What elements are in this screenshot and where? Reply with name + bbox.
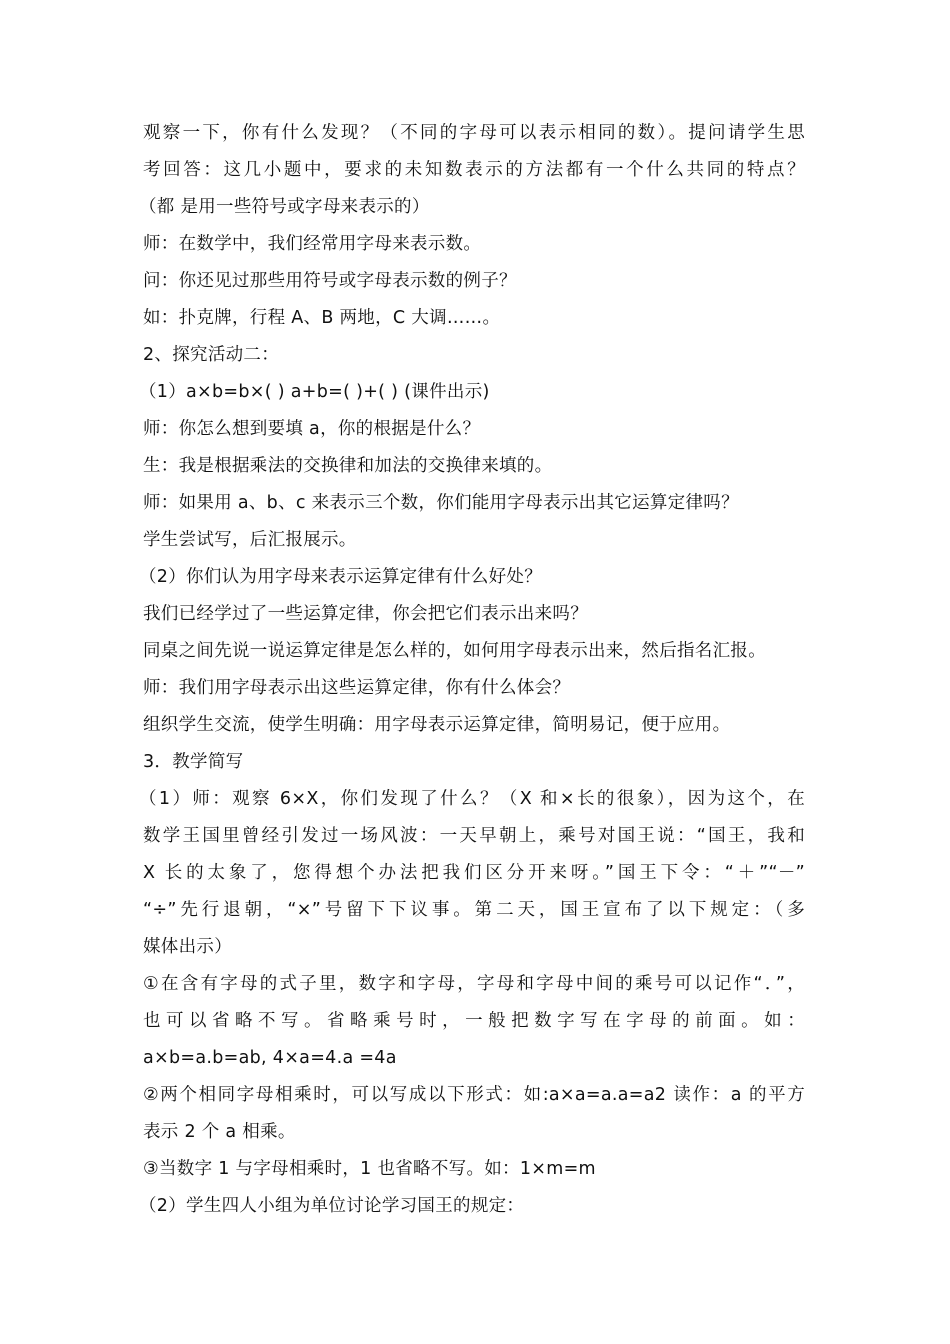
- text-line: 考回答：这几小题中，要求的未知数表示的方法都有一个什么共同的特点？: [143, 160, 805, 180]
- text-line: 师：在数学中，我们经常用字母来表示数。: [143, 234, 482, 254]
- text-line: 表示 2 个 a 相乘。: [143, 1122, 296, 1142]
- text-line: ③当数字 1 与字母相乘时，1 也省略不写。如：1×m=m: [143, 1159, 596, 1179]
- section-heading: 2、探究活动二：: [143, 345, 280, 365]
- text-line: 如：扑克牌，行程 A、B 两地，C 大调……。: [143, 308, 501, 328]
- text-line: 我们已经学过了一些运算定律，你会把它们表示出来吗？: [143, 604, 588, 624]
- text-line: 问：你还见过那些用符号或字母表示数的例子？: [143, 271, 517, 291]
- text-line: “÷”先行退朝，“×”号留下下议事。第二天，国王宣布了以下规定：（多: [143, 900, 805, 920]
- text-line: 观察一下，你有什么发现？（不同的字母可以表示相同的数）。提问请学生思: [143, 123, 805, 143]
- text-line: 媒体出示）: [143, 937, 232, 957]
- text-line: 学生尝试写，后汇报展示。: [143, 530, 357, 550]
- text-line: 师：如果用 a、b、c 来表示三个数，你们能用字母表示出其它运算定律吗？: [143, 493, 739, 513]
- text-line: （2）你们认为用字母来表示运算定律有什么好处？: [139, 567, 543, 587]
- text-line: 师：我们用字母表示出这些运算定律，你有什么体会？: [143, 678, 571, 698]
- text-line: （1）师：观察 6×X，你们发现了什么？（X 和×长的很象），因为这个，在: [139, 789, 805, 809]
- text-line: 数学王国里曾经引发过一场风波：一天早朝上，乘号对国王说：“国王，我和: [143, 826, 805, 846]
- text-line: 组织学生交流，使学生明确：用字母表示运算定律，简明易记，便于应用。: [143, 715, 731, 735]
- text-line: X 长的太象了，您得想个办法把我们区分开来呀。”国王下令：“＋”“－”: [143, 863, 805, 883]
- text-line: a×b=a.b=ab, 4×a=4.a =4a: [143, 1048, 397, 1068]
- text-line: 也可以省略不写。省略乘号时，一般把数字写在字母的前面。如：: [143, 1011, 805, 1031]
- text-line: （都 是用一些符号或字母来表示的）: [139, 197, 430, 217]
- text-line: （2）学生四人小组为单位讨论学习国王的规定：: [139, 1196, 525, 1216]
- text-line: 师：你怎么想到要填 a，你的根据是什么？: [143, 419, 481, 439]
- text-line: 同桌之间先说一说运算定律是怎么样的，如何用字母表示出来，然后指名汇报。: [143, 641, 766, 661]
- text-line: 生：我是根据乘法的交换律和加法的交换律来填的。: [143, 456, 553, 476]
- text-line: ②两个相同字母相乘时，可以写成以下形式：如:a×a=a.a=a2 读作：a 的平方: [143, 1085, 805, 1105]
- text-line: （1）a×b=b×( ) a+b=( )+( ) (课件出示): [139, 382, 490, 402]
- text-line: ①在含有字母的式子里，数字和字母，字母和字母中间的乘号可以记作“．”，: [143, 974, 805, 994]
- section-heading: 3．教学简写: [143, 752, 244, 772]
